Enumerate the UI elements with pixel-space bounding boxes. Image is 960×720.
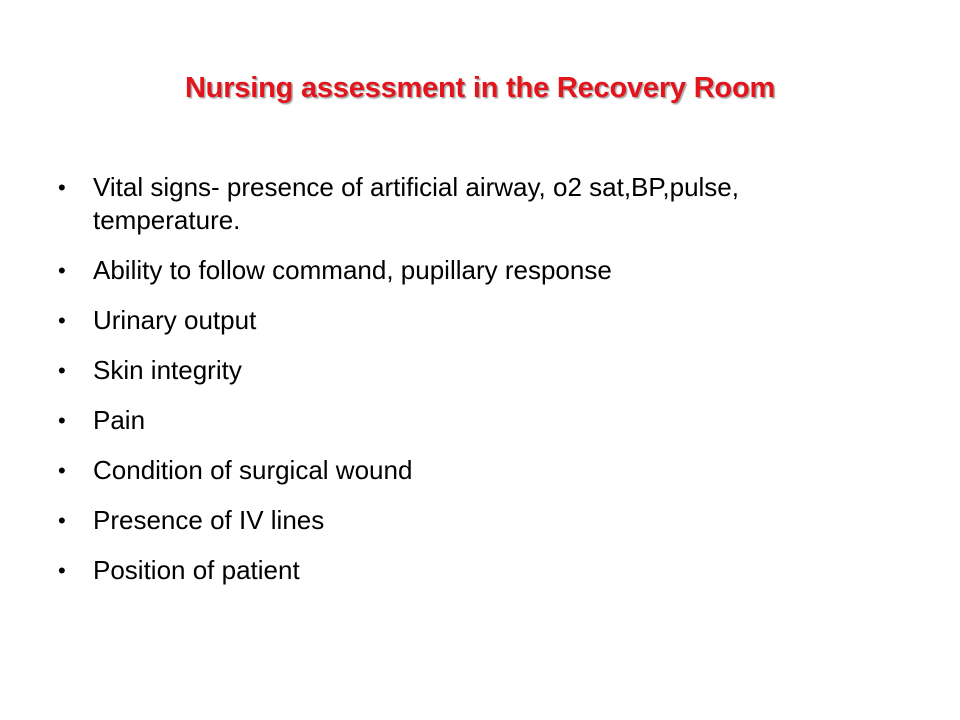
list-item bbox=[58, 254, 818, 287]
bullet-icon: • bbox=[58, 458, 66, 483]
bullet-icon: • bbox=[58, 175, 66, 200]
bullet-icon: • bbox=[58, 408, 66, 433]
bullet-text: Position of patient bbox=[93, 555, 300, 585]
list-item bbox=[58, 171, 818, 237]
list-item bbox=[58, 554, 818, 587]
bullet-text: Vital signs- presence of artificial airway, o2 sat,BP,pulse, temperature. bbox=[93, 172, 739, 235]
bullet-text: Skin integrity bbox=[93, 355, 242, 385]
list-item bbox=[58, 354, 818, 387]
bullet-icon: • bbox=[58, 508, 66, 533]
list-item bbox=[58, 504, 818, 537]
list-item bbox=[58, 304, 818, 337]
bullet-icon: • bbox=[58, 258, 66, 283]
bullet-text: Condition of surgical wound bbox=[93, 455, 413, 485]
bullet-icon: • bbox=[58, 558, 66, 583]
slide-title: Nursing assessment in the Recovery Room bbox=[184, 72, 776, 104]
bullet-text: Pain bbox=[93, 405, 146, 435]
bullet-text: Urinary output bbox=[93, 305, 257, 335]
list-item bbox=[58, 404, 818, 437]
bullet-text: Presence of IV lines bbox=[93, 505, 325, 535]
bullet-text: Ability to follow command, pupillary response bbox=[93, 255, 612, 285]
list-item bbox=[58, 454, 818, 487]
bullet-list bbox=[58, 171, 818, 604]
bullet-icon: • bbox=[58, 308, 66, 333]
bullet-icon: • bbox=[58, 358, 66, 383]
